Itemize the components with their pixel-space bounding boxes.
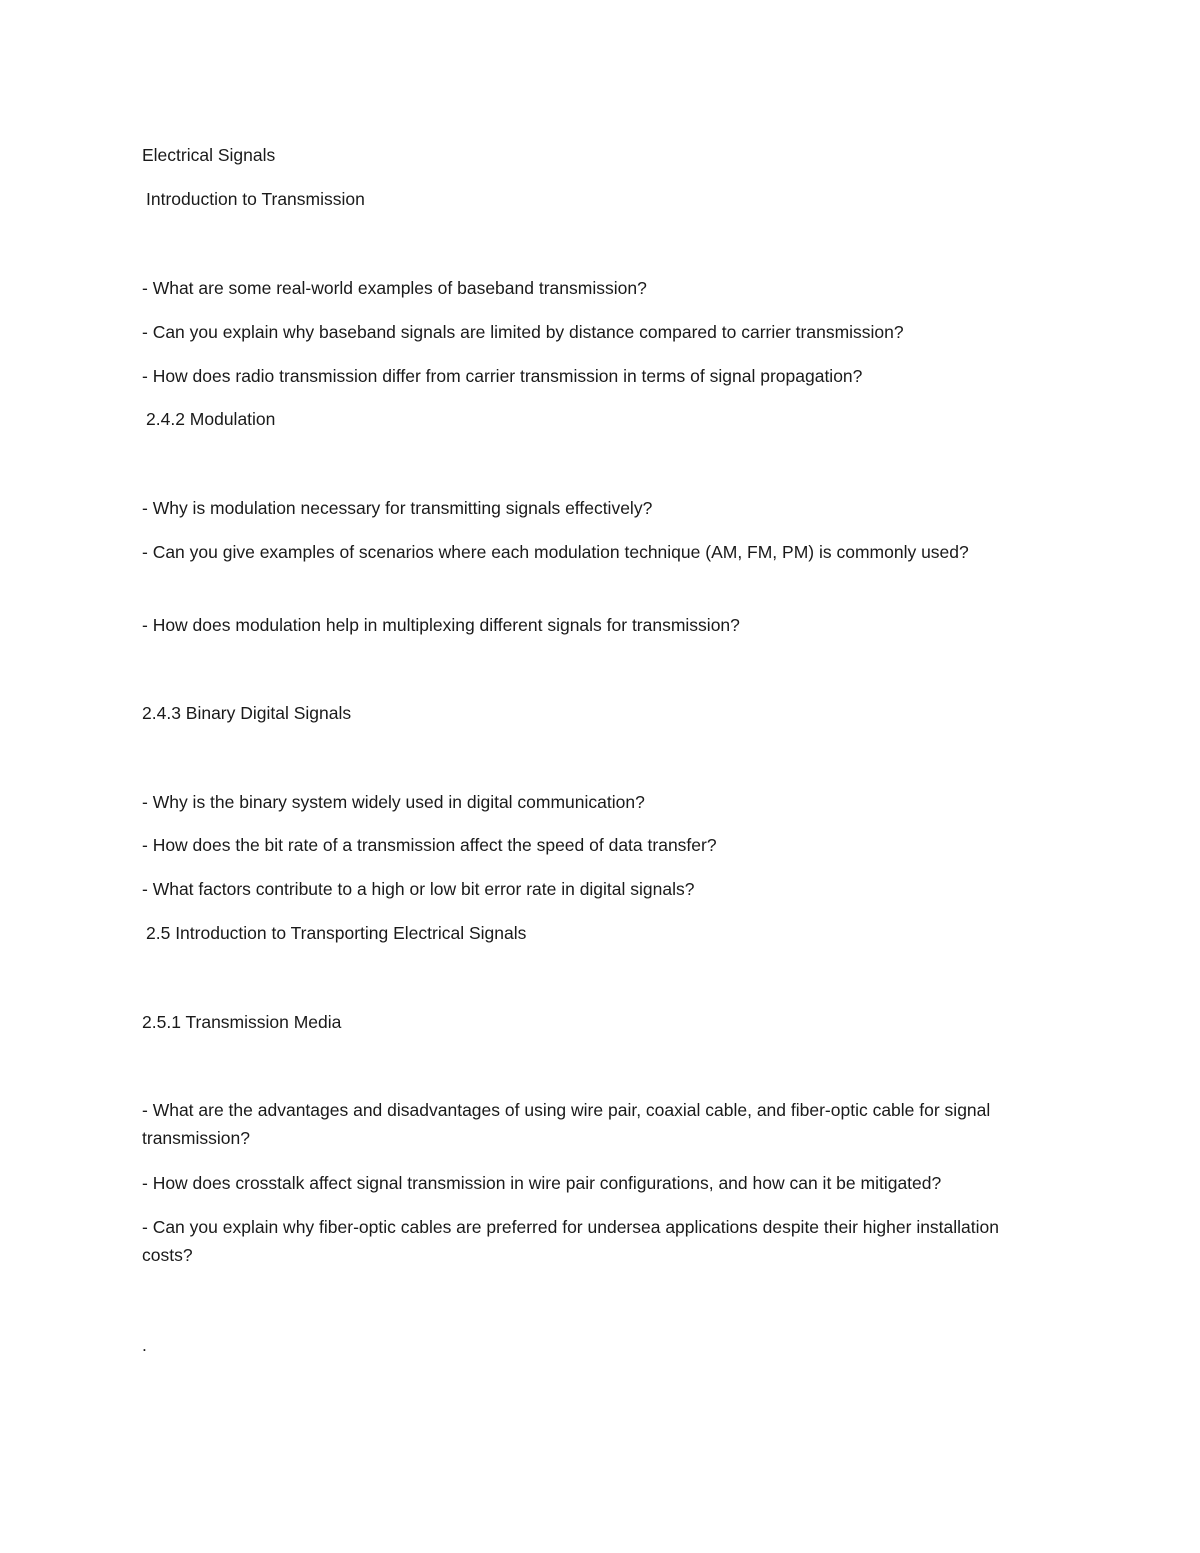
document-title: Electrical Signals [142,145,276,165]
question-item: - What are some real-world examples of baseband transmission? [142,278,647,298]
question-item: - What are the advantages and disadvantages of using wire pair, coaxial cable, and fiber-optic cable for signal transmission? [142,1100,991,1148]
trailing-period: . [142,1335,147,1355]
question-item: - Can you explain why baseband signals are limited by distance compared to carrier transmission? [142,322,904,342]
question-item: - How does radio transmission differ from carrier transmission in terms of signal propagation? [142,366,863,386]
question-item: - Can you explain why fiber-optic cables are preferred for undersea applications despite their higher installation costs? [142,1217,1000,1265]
section-heading-2-4-3: 2.4.3 Binary Digital Signals [142,703,352,723]
section-heading-2-4-2: 2.4.2 Modulation [146,409,276,429]
question-item: - Why is the binary system widely used in digital communication? [142,792,645,812]
question-item: - Why is modulation necessary for transmitting signals effectively? [142,498,653,518]
section-heading-2-5-1: 2.5.1 Transmission Media [142,1012,342,1032]
question-item: - What factors contribute to a high or low bit error rate in digital signals? [142,879,695,899]
section-heading-2-5: 2.5 Introduction to Transporting Electrical Signals [146,923,527,943]
question-item: - How does crosstalk affect signal transmission in wire pair configurations, and how can it be mitigated? [142,1173,942,1193]
question-item: - How does modulation help in multiplexing different signals for transmission? [142,615,740,635]
section-heading-intro: Introduction to Transmission [146,189,365,209]
question-item: - Can you give examples of scenarios where each modulation technique (AM, FM, PM) is commonly used? [142,542,969,562]
question-item: - How does the bit rate of a transmission affect the speed of data transfer? [142,835,717,855]
